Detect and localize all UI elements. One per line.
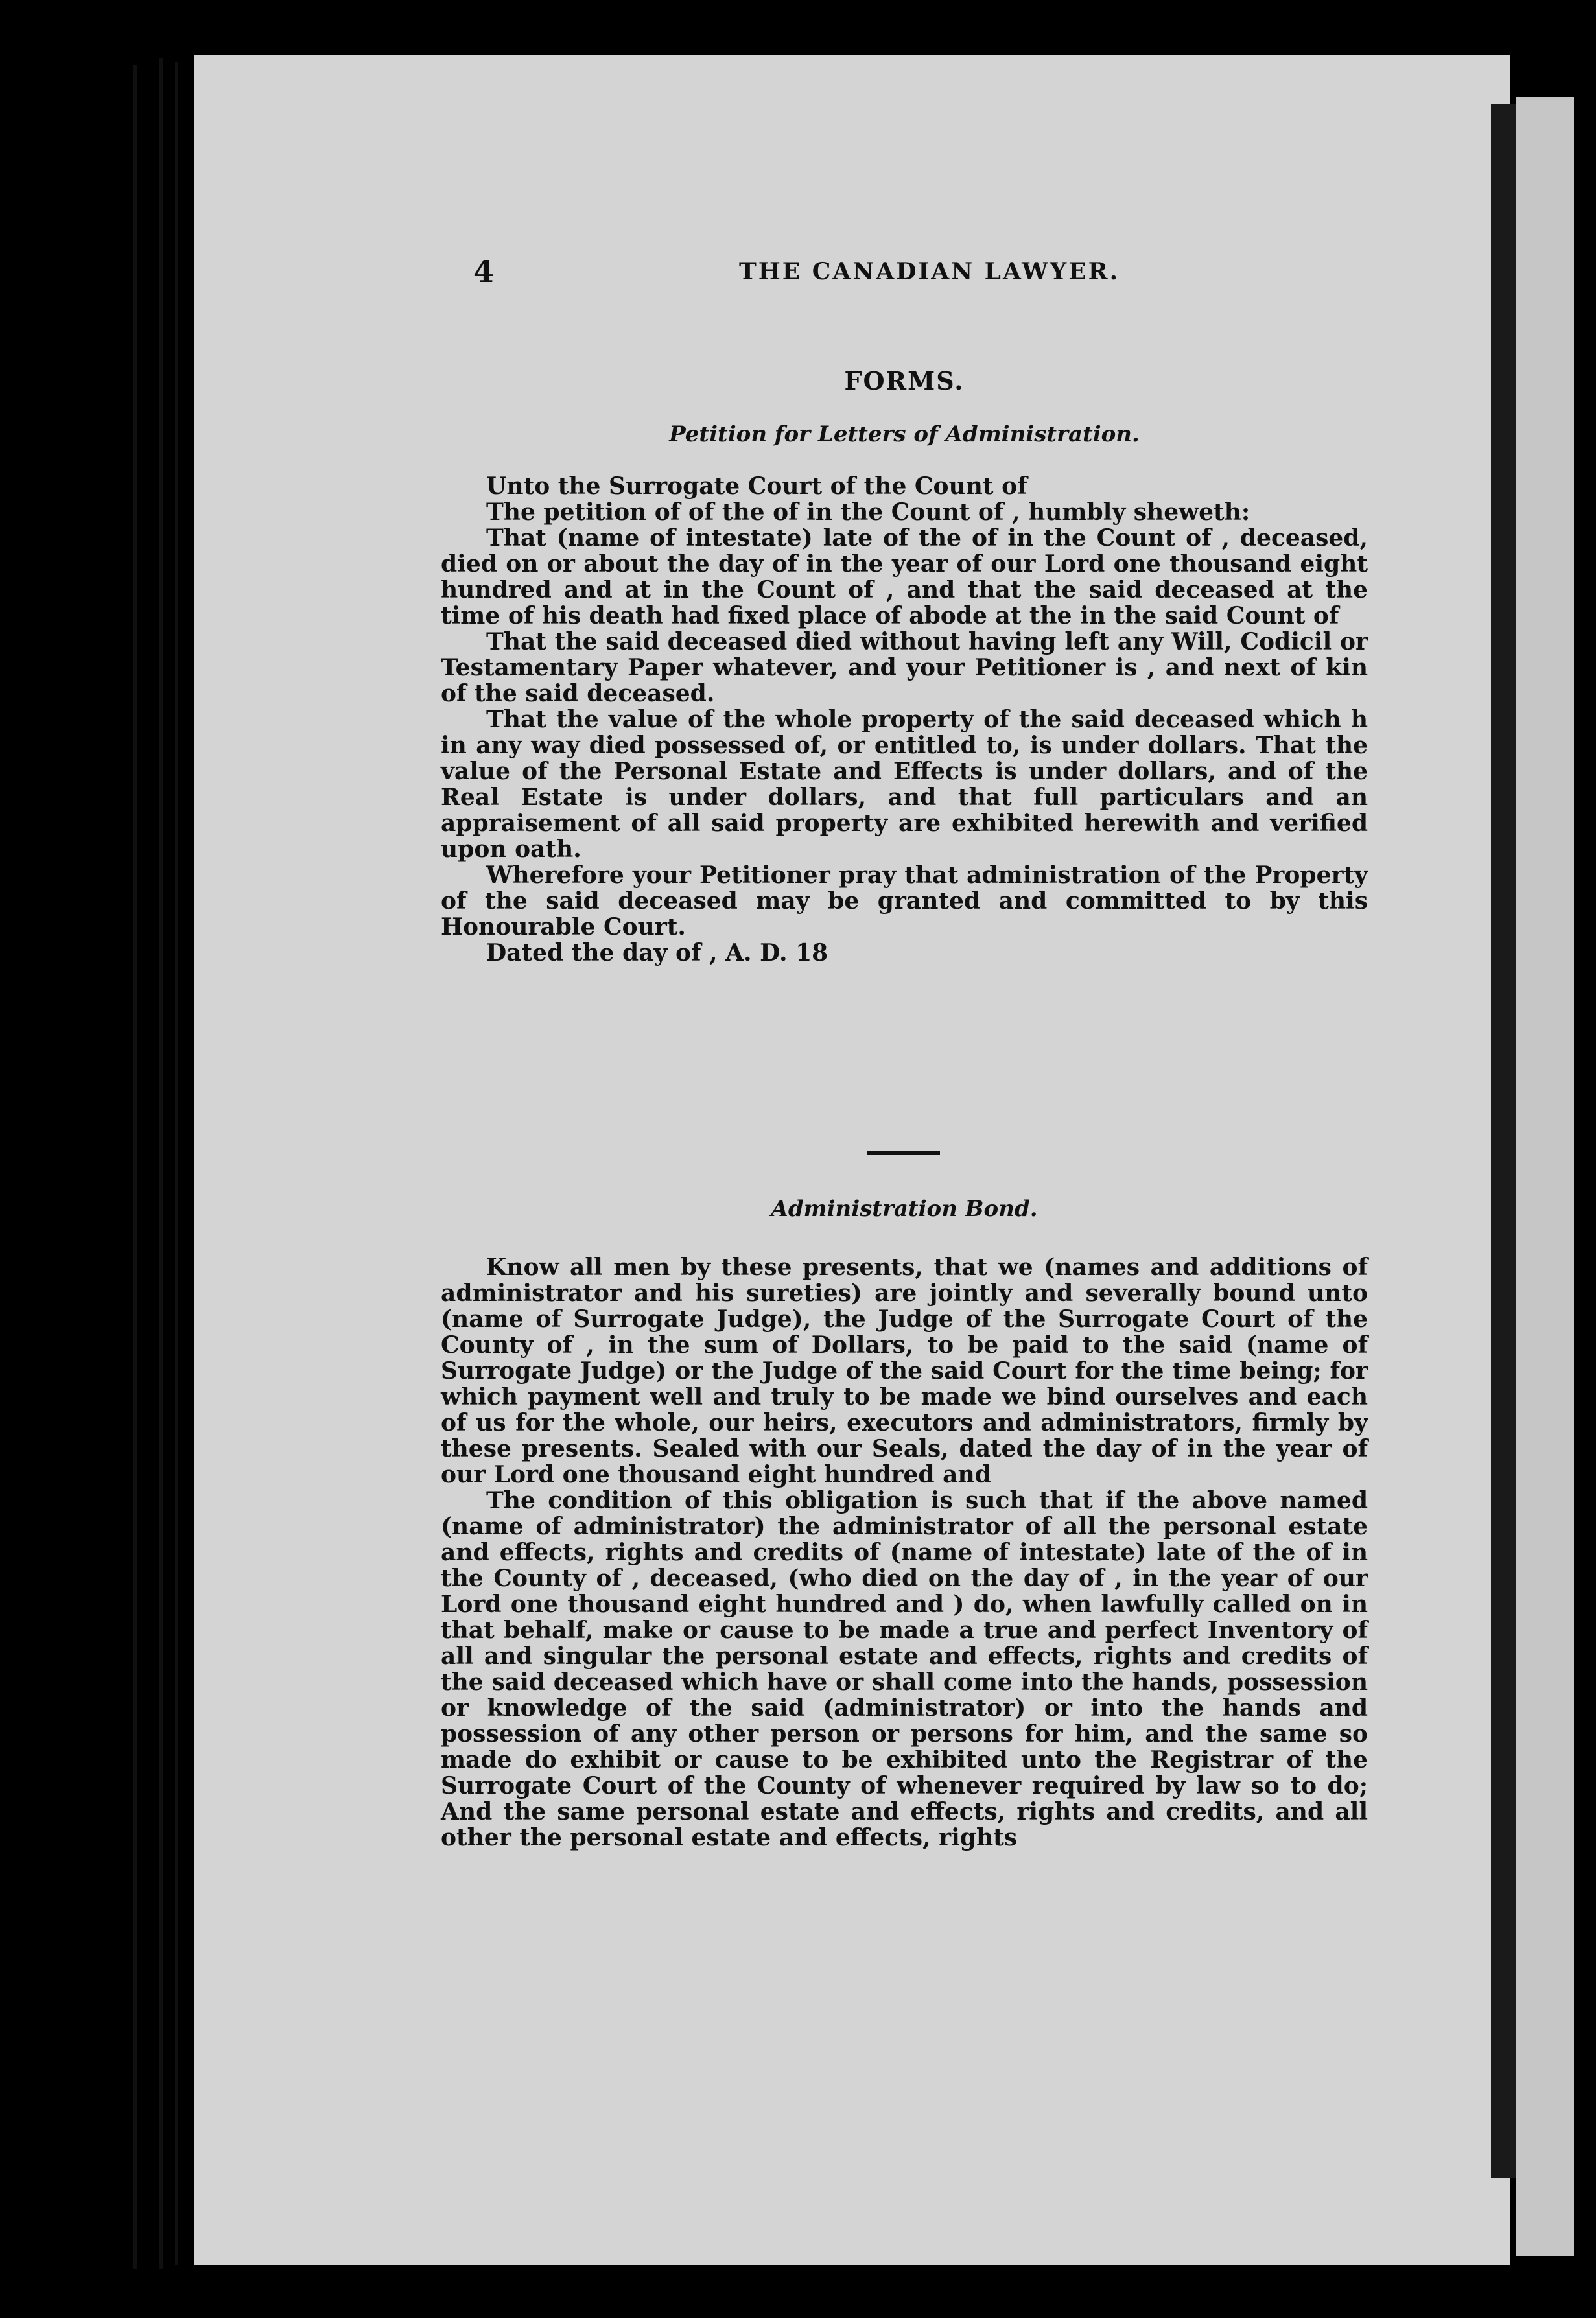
bond-title: Administration Bond. — [771, 1196, 1038, 1222]
page-edge-line — [133, 65, 137, 2269]
paragraph: Dated the day of , A. D. 18 — [486, 939, 828, 966]
section-divider — [867, 1151, 940, 1155]
petition-body — [441, 473, 1368, 966]
running-title: THE CANADIAN LAWYER. — [739, 258, 1120, 285]
binding-gutter — [1491, 104, 1516, 2178]
paragraph: Know all men by these presents, that we (names and additions of administrator and his sureties) are jointly and severally bound unto (name of Surrogate Judge), the Judge of the Surrogate Court of the County of , in the sum of Dollars, to be paid to the said (name of Surrogate Judge) or the Judge of the said Court for the time being; for which payment well and truly to be made we bind ourselves and each of us for the whole, our heirs, executors and administrators, firmly by these presents. Sealed with our Seals, dated the day of in the year of our Lord one thousand eight hundred and — [441, 1254, 1368, 1488]
page-number: 4 — [473, 254, 495, 289]
paragraph: That (name of intestate) late of the of in the Count of , deceased, died on or about the day of in the year of our Lord one thousand eight hundred and at in the Count of , and that the said deceased at the time of his death had fixed place of abode at the in the said Count of — [441, 524, 1368, 629]
page-edge-line — [175, 62, 178, 2265]
paragraph: That the said deceased died without having left any Will, Codicil or Testamentary Paper whatever, and your Petitioner is , and next of kin of the said deceased. — [441, 628, 1368, 707]
bond-body — [441, 1254, 1368, 1851]
paragraph: That the value of the whole property of the said deceased which h in any way died possessed of, or entitled to, is under dollars. That the value of the Personal Estate and Effects is under dollars, and of the Real Estate is under dollars, and that full particulars and an appraisement of all said property are exhibited herewith and verified upon oath. — [441, 706, 1368, 863]
page-edge-line — [159, 58, 163, 2269]
facing-page-edge — [1516, 97, 1574, 2256]
paragraph: Wherefore your Petitioner pray that administration of the Property of the said deceased may be granted and committed to by this Honourable Court. — [441, 861, 1368, 941]
running-header — [473, 254, 1207, 299]
paragraph: Unto the Surrogate Court of the Count of — [486, 473, 1027, 500]
paragraph: The petition of of the of in the Count of , humbly sheweth: — [486, 498, 1250, 526]
petition-title: Petition for Letters of Administration. — [669, 421, 1140, 447]
paragraph: The condition of this obligation is such that if the above named (name of administrator) the administrator of all the personal estate and effects, rights and credits of (name of intestate) late of the of in the County of , deceased, (who died on the day of , in the year of our Lord one thousand eight hundred and ) do, when lawfully called on in that behalf, make or cause to be made a true and perfect Inventory of all and singular the personal estate and effects, rights and credits of the said deceased which have or shall come into the hands, possession or knowledge of the said (administrator) or into the hands and possession of any other person or persons for him, and the same so made do exhibit or cause to be exhibited unto the Registrar of the Surrogate Court of the County of whenever required by law so to do; And the same personal estate and effects, rights and credits, and all other the personal estate and effects, rights — [441, 1487, 1368, 1851]
section-heading: FORMS. — [844, 366, 965, 395]
